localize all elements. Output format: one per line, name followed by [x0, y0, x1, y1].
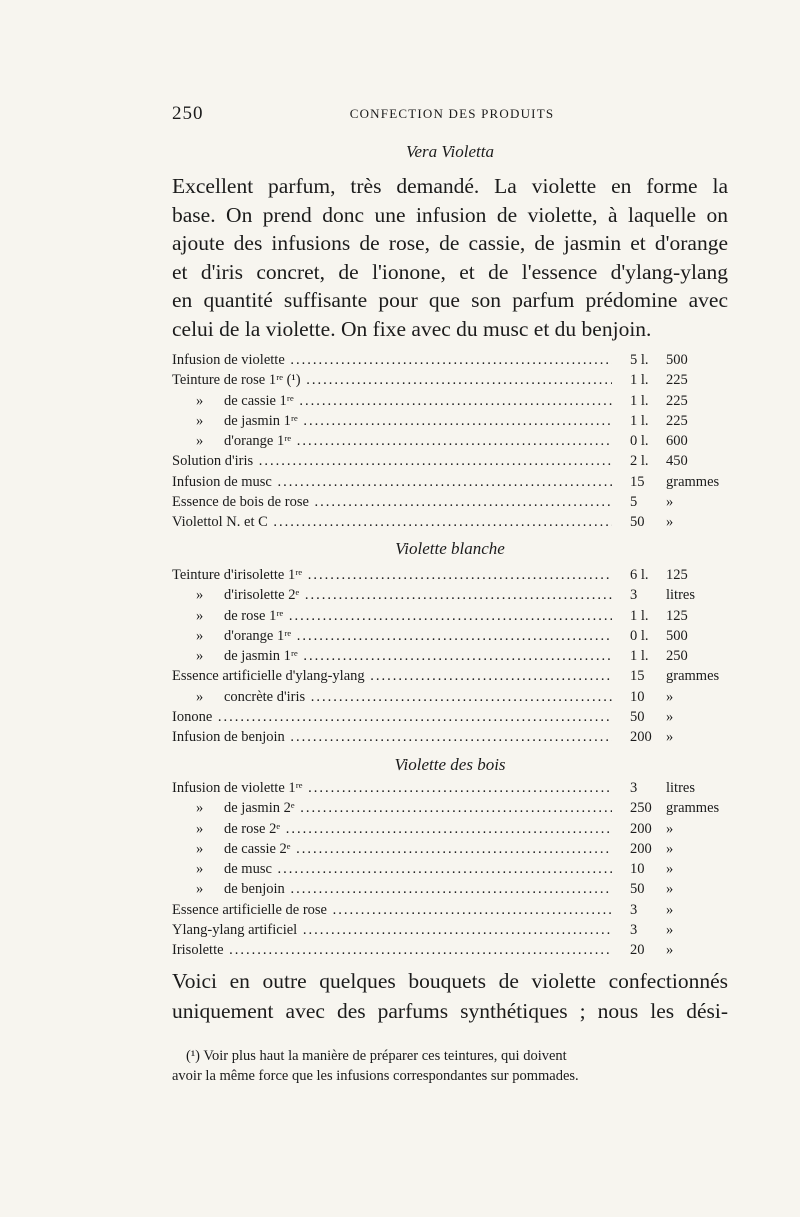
- recipe-row: [172, 879, 728, 899]
- ingredient-label: [172, 492, 612, 512]
- ditto-mark: »: [196, 607, 204, 624]
- quantity: 6 l.: [630, 567, 649, 583]
- recipe-row: [172, 472, 728, 492]
- unit: »: [666, 514, 674, 531]
- ingredient-name: de rose 2ᵉ: [224, 820, 281, 837]
- unit: »: [666, 729, 674, 746]
- ingredient-name: Teinture de rose 1ʳᵉ (¹): [172, 372, 301, 389]
- quantity: 3: [630, 901, 638, 918]
- recipe-row: [172, 411, 728, 431]
- recipe-row: [172, 940, 728, 960]
- quantity: 15: [630, 473, 645, 490]
- intro-line: Excellent parfum, très demandé. La violette en forme la: [172, 174, 728, 198]
- recipe-row: [172, 819, 728, 839]
- quantity: 200: [630, 729, 652, 746]
- quantity: 1 l.: [630, 648, 649, 665]
- closing-paragraph: [172, 966, 728, 1026]
- intro-line: base. On prend donc une infusion de violette, à laquelle on: [172, 202, 728, 227]
- recipe-table: [172, 778, 728, 961]
- recipe-row: [172, 512, 728, 532]
- ingredient-label: [196, 798, 612, 818]
- quantity: 1 l.: [630, 392, 649, 409]
- ingredient-name: de rose 1ʳᵉ: [224, 607, 284, 624]
- unit: litres: [666, 780, 695, 796]
- ingredient-label: [172, 370, 612, 390]
- quantity: 1 l.: [630, 607, 649, 624]
- ingredient-name: Infusion de violette: [172, 352, 285, 368]
- ingredient-label: [196, 839, 612, 859]
- ditto-mark: »: [196, 627, 204, 644]
- ingredient-label: [172, 707, 612, 727]
- recipe-table: [172, 350, 728, 533]
- ingredient-label: [172, 778, 612, 798]
- quantity: 1 l.: [630, 412, 649, 429]
- unit: »: [666, 820, 674, 837]
- unit: 500: [666, 352, 688, 368]
- unit: 450: [666, 453, 688, 470]
- ingredient-label: [172, 900, 612, 920]
- closing-line: Voici en outre quelques bouquets de violette confectionnés: [172, 969, 728, 993]
- recipe-row: [172, 798, 728, 818]
- ingredient-name: Ionone: [172, 709, 213, 726]
- quantity: 10: [630, 861, 645, 878]
- intro-line: et d'iris concret, de l'ionone, et de l'essence d'ylang-ylang: [172, 259, 728, 284]
- recipe-row: [172, 920, 728, 940]
- ingredient-name: Infusion de benjoin: [172, 729, 285, 746]
- ingredient-name: Essence artificielle d'ylang-ylang: [172, 668, 365, 685]
- recipe-row: [172, 778, 728, 798]
- section-title: Violette des bois: [394, 755, 506, 774]
- recipe-row: [172, 492, 728, 512]
- unit: »: [666, 901, 674, 918]
- ingredient-name: d'orange 1ʳᵉ: [224, 433, 292, 450]
- quantity: 50: [630, 709, 645, 726]
- ingredient-label: [196, 859, 612, 879]
- ingredient-name: Ylang-ylang artificiel: [172, 922, 298, 939]
- footnote: [172, 1046, 712, 1086]
- ingredient-name: Essence de bois de rose: [172, 494, 309, 511]
- recipe-row: [172, 565, 728, 585]
- ingredient-label: [172, 727, 612, 747]
- quantity: 1 l.: [630, 372, 649, 389]
- recipe-row: [172, 370, 728, 390]
- recipe-row: [172, 687, 728, 707]
- unit: 600: [666, 433, 688, 450]
- quantity: 5 l.: [630, 352, 649, 368]
- recipe-row: [172, 727, 728, 747]
- ingredient-name: de jasmin 1ʳᵉ: [224, 648, 298, 665]
- ingredient-label: [196, 391, 612, 411]
- intro-line: celui de la violette. On fixe avec du musc et du benjoin.: [172, 316, 652, 341]
- quantity: 2 l.: [630, 453, 649, 470]
- unit: »: [666, 881, 674, 898]
- ingredient-label: [172, 565, 612, 585]
- ingredient-name: Violettol N. et C: [172, 514, 268, 531]
- quantity: 5: [630, 494, 638, 511]
- footnote-line: avoir la même force que les infusions correspondantes sur pommades.: [172, 1068, 579, 1084]
- recipe-row: [172, 391, 728, 411]
- ingredient-label: [172, 451, 612, 471]
- unit: »: [666, 494, 674, 511]
- ingredient-name: Solution d'iris: [172, 453, 254, 470]
- ingredient-name: concrète d'iris: [224, 688, 306, 705]
- unit: 125: [666, 607, 688, 624]
- recipe-row: [172, 606, 728, 626]
- quantity: 15: [630, 668, 645, 685]
- recipe-row: [172, 900, 728, 920]
- quantity: 3: [630, 587, 638, 604]
- quantity: 50: [630, 881, 645, 898]
- ingredient-label: [196, 585, 612, 605]
- recipe-table: [172, 565, 728, 748]
- ingredient-label: [196, 646, 612, 666]
- unit: grammes: [666, 800, 720, 817]
- recipe-row: [172, 451, 728, 471]
- unit: 225: [666, 392, 688, 409]
- ingredient-name: Infusion de violette 1ʳᵉ: [172, 780, 303, 796]
- quantity: 0 l.: [630, 433, 649, 450]
- ditto-mark: »: [196, 861, 204, 878]
- ingredient-name: Essence artificielle de rose: [172, 901, 327, 918]
- ingredient-label: [196, 606, 612, 626]
- ingredient-label: [172, 472, 612, 492]
- ingredient-name: de benjoin: [224, 881, 285, 898]
- unit: »: [666, 942, 674, 959]
- ingredient-name: de jasmin 1ʳᵉ: [224, 412, 298, 429]
- quantity: 50: [630, 514, 645, 531]
- ingredient-label: [196, 431, 612, 451]
- ingredient-name: d'irisolette 2ᵉ: [224, 587, 300, 604]
- recipe-row: [172, 431, 728, 451]
- ditto-mark: »: [196, 820, 204, 837]
- quantity: 250: [630, 800, 652, 817]
- ingredient-label: [172, 350, 612, 370]
- unit: »: [666, 709, 674, 726]
- recipe-row: [172, 666, 728, 686]
- quantity: 20: [630, 942, 645, 959]
- unit: »: [666, 922, 674, 939]
- ingredient-name: de cassie 1ʳᵉ: [224, 392, 294, 409]
- ditto-mark: »: [196, 392, 204, 409]
- recipe-row: [172, 626, 728, 646]
- ditto-mark: »: [196, 412, 204, 429]
- ingredient-name: de jasmin 2ᵉ: [224, 800, 295, 817]
- unit: 225: [666, 372, 688, 389]
- section-title: Violette blanche: [395, 539, 505, 558]
- intro-line: en quantité suffisante pour que son parfum prédomine avec: [172, 288, 728, 312]
- recipe-row: [172, 859, 728, 879]
- ingredient-label: [172, 920, 612, 940]
- unit: »: [666, 861, 674, 878]
- ingredient-label: [172, 666, 612, 686]
- ditto-mark: »: [196, 648, 204, 665]
- section-title: Vera Violetta: [406, 142, 494, 161]
- quantity: 3: [630, 922, 638, 939]
- running-title: CONFECTION DES PRODUITS: [349, 106, 555, 121]
- ingredient-label: [172, 512, 612, 532]
- quantity: 3: [630, 780, 638, 796]
- unit: grammes: [666, 668, 720, 685]
- recipe-row: [172, 350, 728, 370]
- ingredient-name: de musc: [224, 861, 272, 878]
- ingredient-name: Irisolette: [172, 942, 224, 959]
- ingredient-label: [196, 819, 612, 839]
- ingredient-label: [196, 411, 612, 431]
- ingredient-name: d'orange 1ʳᵉ: [224, 627, 292, 644]
- ingredient-label: [196, 879, 612, 899]
- page-number: 250: [172, 103, 204, 124]
- unit: »: [666, 688, 674, 705]
- recipe-row: [172, 585, 728, 605]
- ditto-mark: »: [196, 800, 204, 817]
- unit: litres: [666, 587, 695, 604]
- ingredient-label: [196, 626, 612, 646]
- recipe-row: [172, 646, 728, 666]
- unit: 225: [666, 412, 688, 429]
- ditto-mark: »: [196, 840, 204, 857]
- ingredient-label: [172, 940, 612, 960]
- quantity: 200: [630, 840, 652, 857]
- ditto-mark: »: [196, 433, 204, 450]
- unit: 250: [666, 648, 688, 665]
- footnote-line: (¹) Voir plus haut la manière de préparer ces teintures, qui doivent: [186, 1048, 567, 1064]
- ditto-mark: »: [196, 881, 204, 898]
- ingredient-name: Infusion de musc: [172, 473, 272, 490]
- unit: 125: [666, 567, 688, 583]
- intro-line: ajoute des infusions de rose, de cassie, de jasmin et d'orange: [172, 231, 728, 255]
- quantity: 0 l.: [630, 627, 649, 644]
- quantity: 200: [630, 820, 652, 837]
- ingredient-name: Teinture d'irisolette 1ʳᵉ: [172, 567, 303, 583]
- recipe-row: [172, 707, 728, 727]
- closing-line: uniquement avec des parfums synthétiques ; nous les dési-: [172, 999, 728, 1023]
- unit: »: [666, 840, 674, 857]
- intro-paragraph: [172, 172, 728, 343]
- ingredient-label: [196, 687, 612, 707]
- ingredient-name: de cassie 2ᵉ: [224, 840, 291, 857]
- unit: grammes: [666, 473, 720, 490]
- running-head: [172, 103, 732, 125]
- ditto-mark: »: [196, 688, 204, 705]
- quantity: 10: [630, 688, 645, 705]
- recipe-row: [172, 839, 728, 859]
- unit: 500: [666, 627, 688, 644]
- ditto-mark: »: [196, 587, 204, 604]
